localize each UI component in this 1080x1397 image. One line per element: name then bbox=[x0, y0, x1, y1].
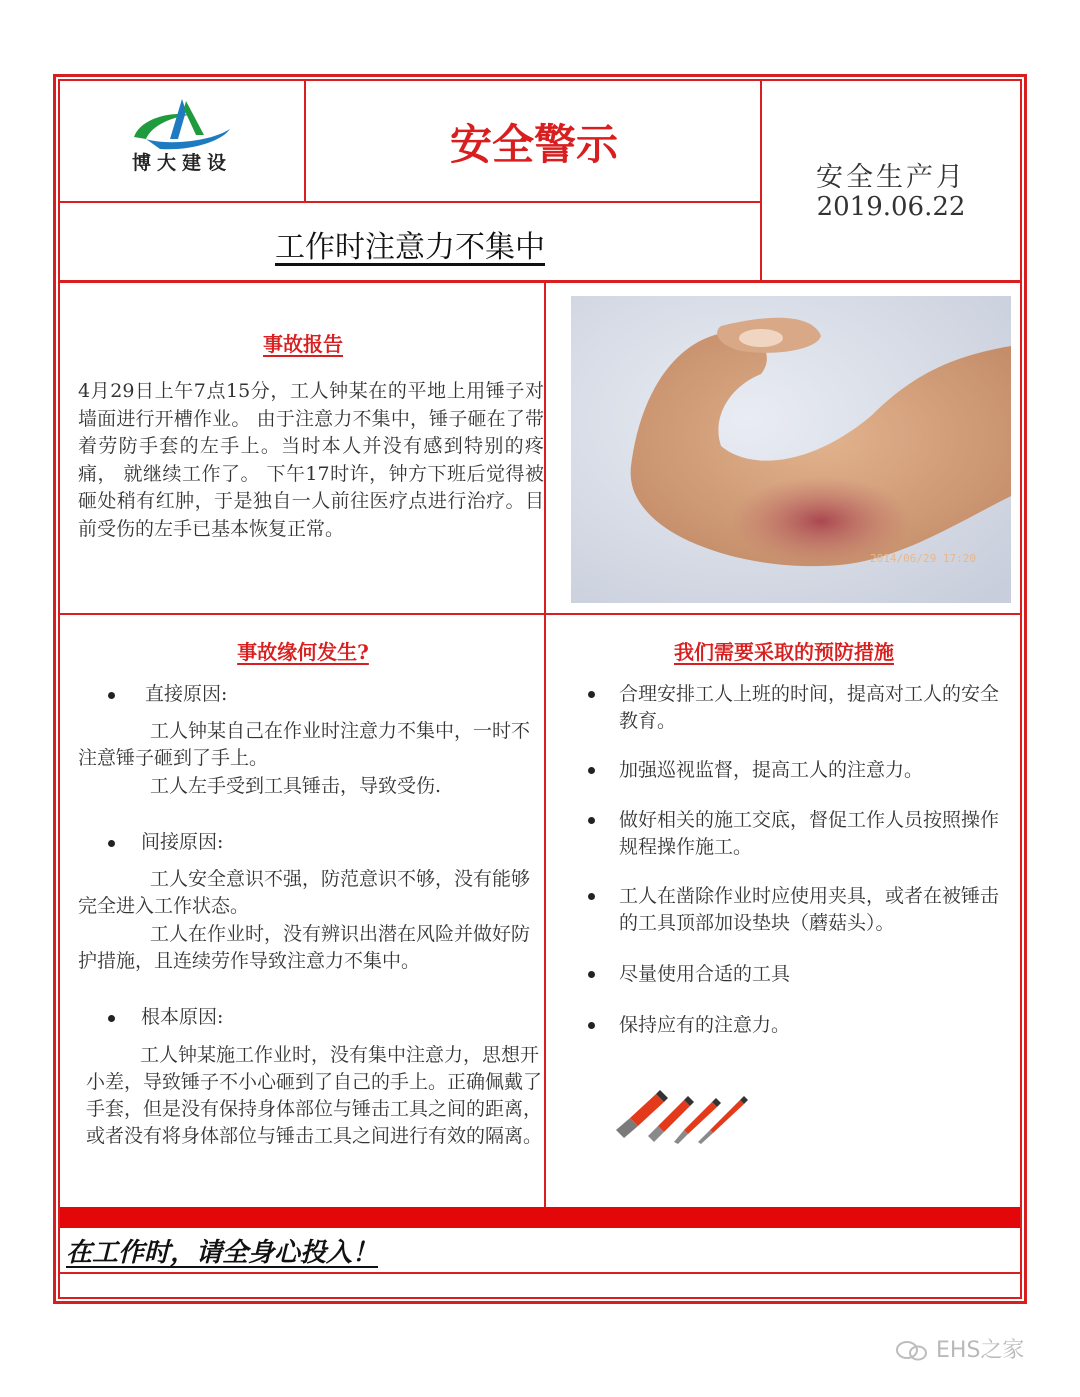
photo-timestamp: 2014/06/29 17:20 bbox=[870, 552, 976, 565]
indirect-cause-text-1: 工人安全意识不强，防范意识不够，没有能够完全进入工作状态。 bbox=[78, 868, 531, 917]
measures-list bbox=[588, 681, 1008, 1039]
chisel-tools-image bbox=[612, 1078, 762, 1148]
list-item: 合理安排工人上班的时间，提高对工人的安全教育。 bbox=[588, 681, 1008, 735]
watermark-text: EHS之家 bbox=[936, 1338, 1025, 1363]
safety-slogan: 在工作时，请全身心投入！ bbox=[66, 1238, 379, 1268]
incident-title: 工作时注意力不集中 bbox=[275, 230, 545, 265]
causes-heading: 事故缘何发生? bbox=[237, 640, 369, 664]
list-item: 保持应有的注意力。 bbox=[588, 1012, 1008, 1039]
middle-hline bbox=[60, 613, 1020, 615]
bullet-icon bbox=[108, 840, 115, 847]
direct-cause-item bbox=[108, 681, 227, 708]
direct-cause-text-1: 工人钟某自己在作业时注意力不集中，一时不注意锤子砸到了手上。 bbox=[78, 720, 531, 769]
report-heading: 事故报告 bbox=[263, 332, 343, 356]
root-cause-text: 工人钟某施工作业时，没有集中注意力，思想开小差，导致锤子不小心砸到了自己的手上。正确佩戴了手套，但是没有保持身体部位与锤击工具之间的距离，或者没有将身体部位与锤击工具之间进行有效的隔离。 bbox=[86, 1044, 543, 1147]
logo-text: 博大建设 bbox=[131, 152, 232, 174]
bullet-icon bbox=[588, 1022, 595, 1029]
report-body: 4月29日上午7点15分，工人钟某在的平地上用锤子对墙面进行开槽作业。 由于注意力不集中，锤子砸在了带着劳防手套的左手上。当时本人并没有感到特别的疼痛， 就继续工作了。 下午17时许，钟方下班后觉得被砸处稍有红肿，于是独自一人前往医疗点进行治疗。目前受伤的左手已基本恢复正常。 bbox=[78, 380, 544, 540]
root-cause-item bbox=[108, 1004, 223, 1031]
footer-red-bar bbox=[60, 1207, 1020, 1228]
bullet-icon bbox=[588, 691, 595, 698]
bullet-icon bbox=[588, 817, 595, 824]
bullet-icon bbox=[108, 692, 115, 699]
page-title: 安全警示 bbox=[449, 120, 618, 169]
indirect-cause-item bbox=[108, 829, 223, 856]
list-item: 加强巡视监督，提高工人的注意力。 bbox=[588, 757, 1008, 784]
watermark bbox=[895, 1333, 1024, 1364]
wechat-icon bbox=[895, 1340, 929, 1362]
indirect-cause-label: 间接原因: bbox=[141, 831, 224, 853]
direct-cause-text-2: 工人左手受到工具锤击，导致受伤. bbox=[150, 775, 442, 797]
column-divider bbox=[544, 283, 546, 1207]
list-item: 做好相关的施工交底，督促工作人员按照操作规程操作施工。 bbox=[588, 807, 1008, 861]
bullet-icon bbox=[108, 1015, 115, 1022]
bullet-icon bbox=[588, 767, 595, 774]
footer-hline bbox=[60, 1272, 1020, 1274]
safety-month-label: 安全生产月 bbox=[816, 162, 966, 193]
bullet-icon bbox=[588, 971, 595, 978]
list-item: 工人在凿除作业时应使用夹具，或者在被锤击的工具顶部加设垫块（蘑菇头）。 bbox=[588, 883, 1008, 937]
header-divider-1 bbox=[304, 81, 306, 202]
header-bottom-line bbox=[60, 280, 1020, 283]
indirect-cause-text-2: 工人在作业时，没有辨识出潜在风险并做好防护措施，且连续劳作导致注意力不集中。 bbox=[78, 923, 531, 972]
direct-cause-label: 直接原因: bbox=[145, 683, 228, 705]
root-cause-label: 根本原因: bbox=[141, 1006, 224, 1028]
issue-date: 2019.06.22 bbox=[816, 192, 966, 222]
bullet-icon bbox=[588, 893, 595, 900]
header-divider-2 bbox=[760, 81, 762, 281]
list-item: 尽量使用合适的工具 bbox=[588, 961, 1008, 988]
measures-heading: 我们需要采取的预防措施 bbox=[674, 640, 894, 664]
header-hline bbox=[60, 201, 760, 203]
